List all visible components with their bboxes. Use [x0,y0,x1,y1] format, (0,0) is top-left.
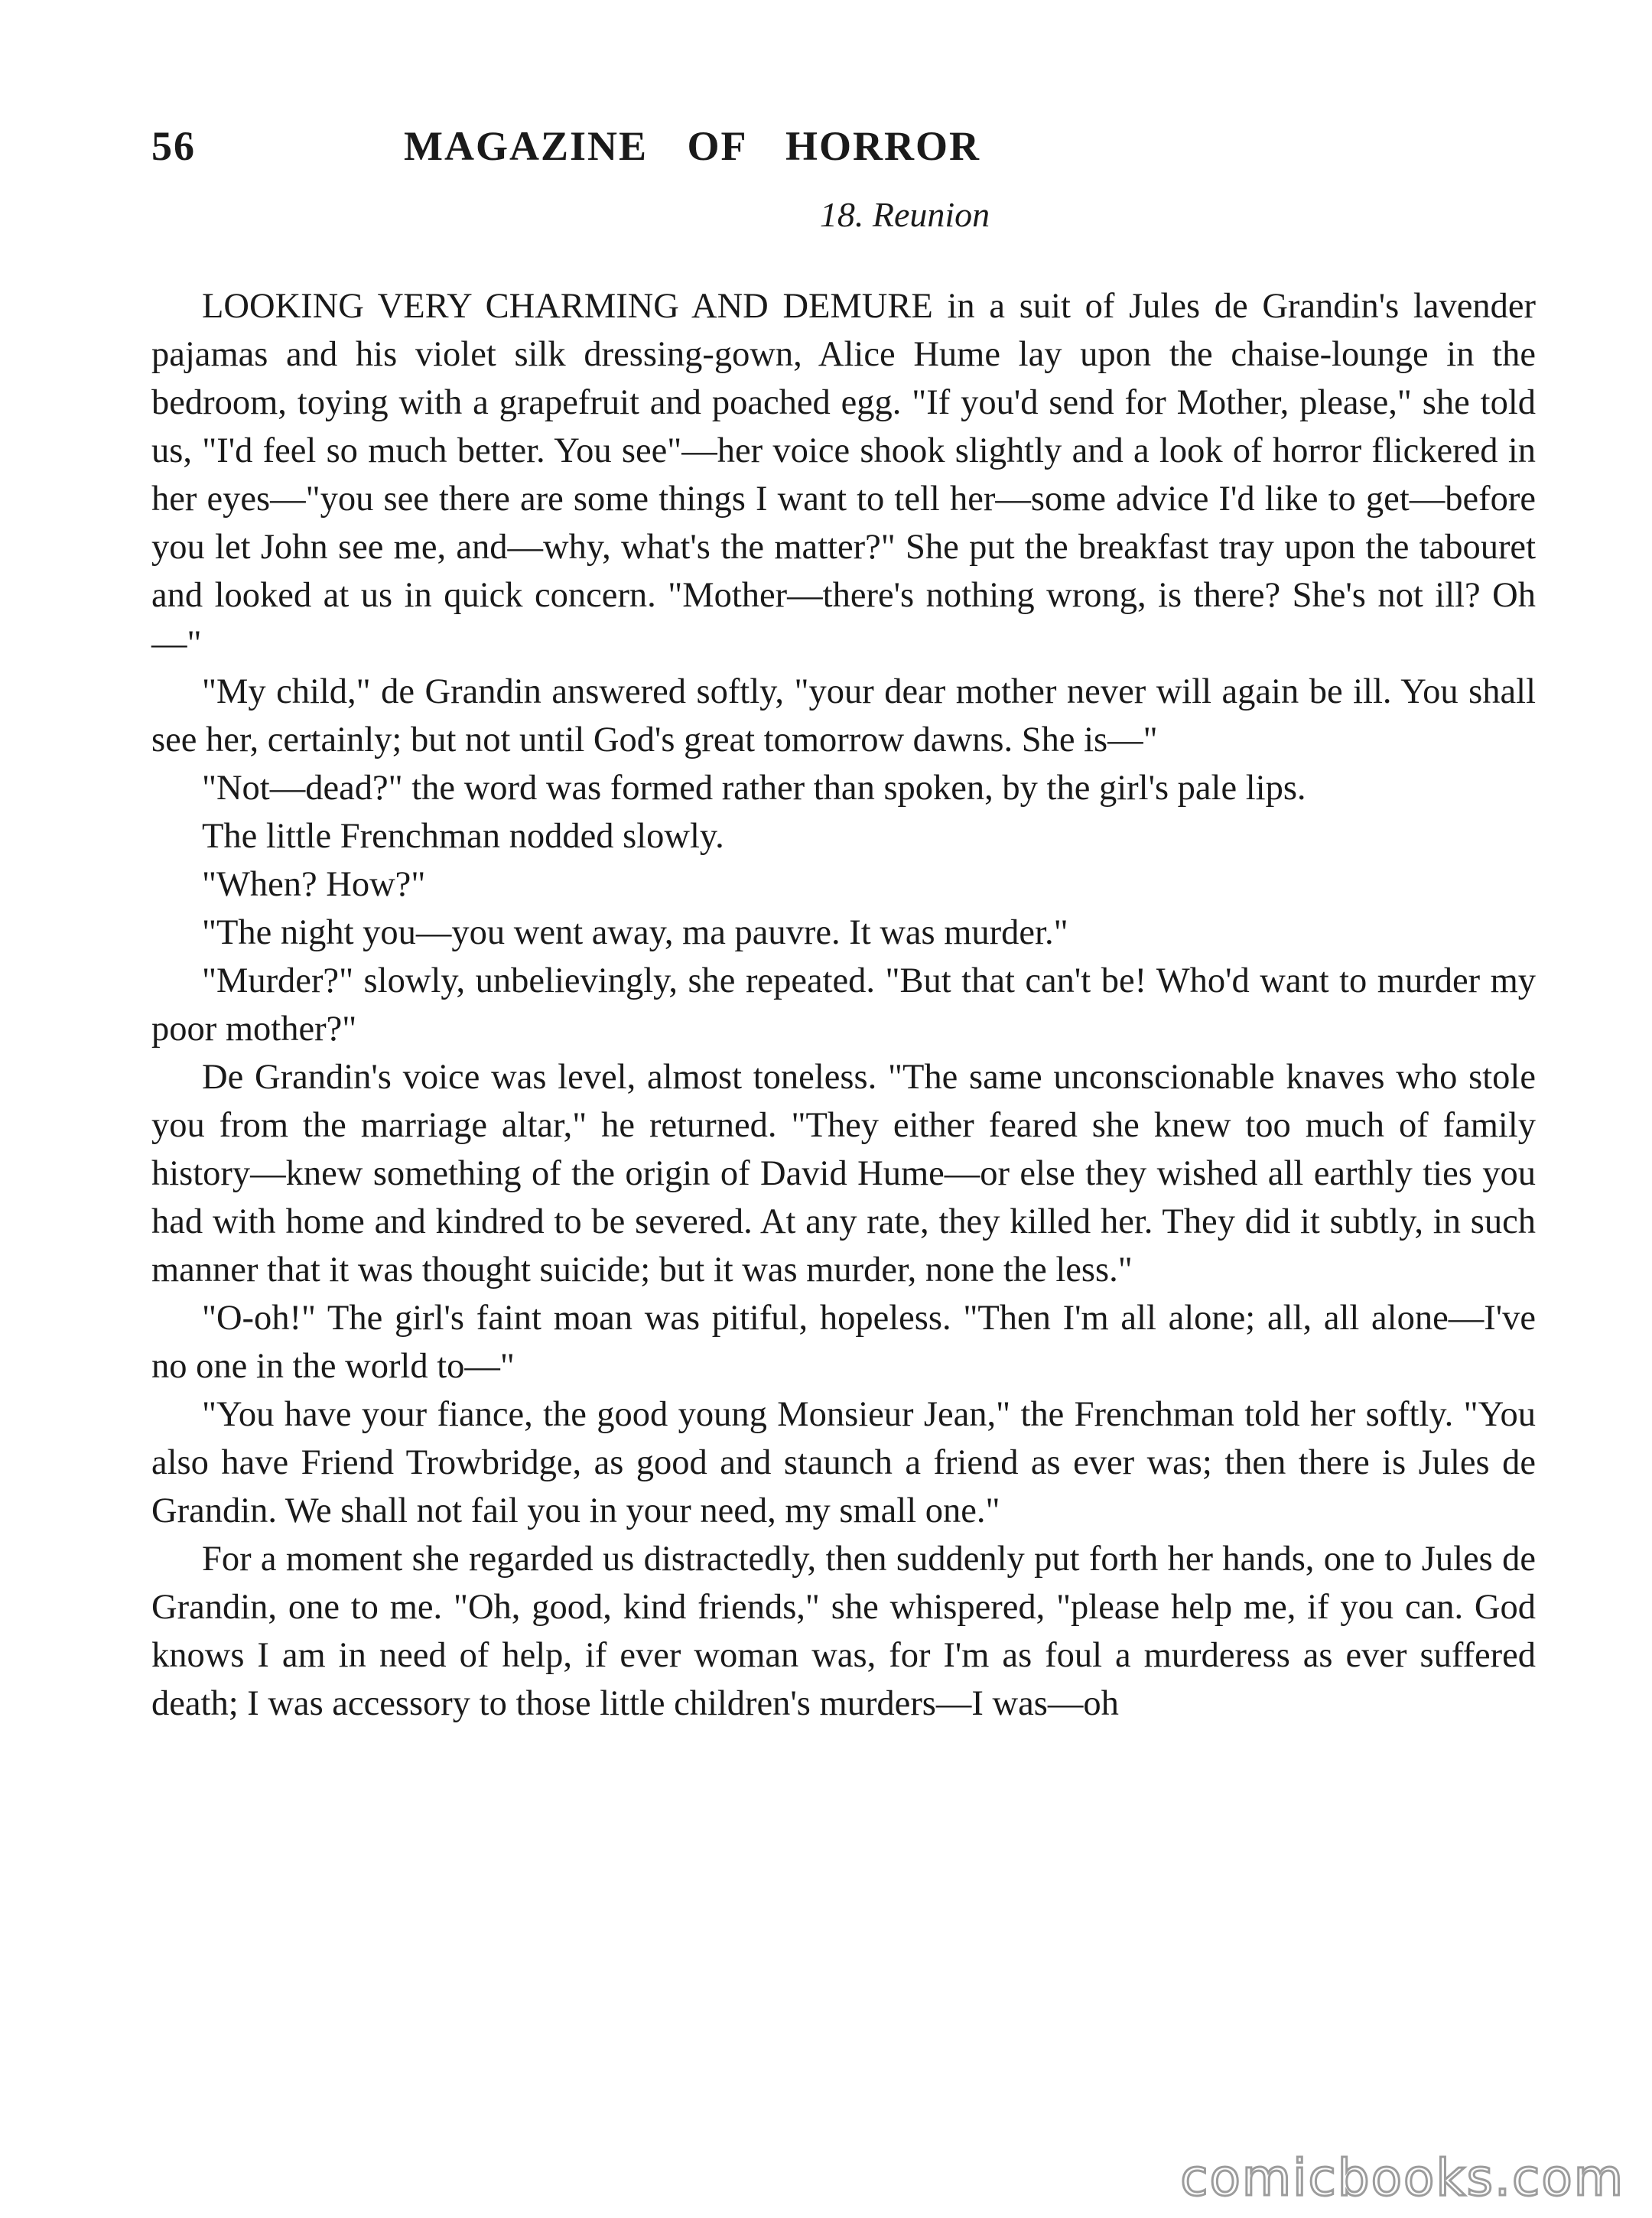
running-head [151,122,1536,184]
paragraph: The little Frenchman nodded slowly. [202,817,724,856]
watermark: comicbooks.com [1180,2148,1624,2207]
paragraph: De Grandin's voice was level, almost toneless. "The same unconscionable knaves who stole you from the marriage altar," he returned. "They either feared she knew too much of family history—knew something of the origin of David Hume—or else they wished all earthly ties you had with home and kindred to be severed. At any rate, they killed her. They did it subtly, in such manner that it was thought suicide; but it was murder, none the less." [151,1058,1536,1289]
paragraph: "You have your fiance, the good young Monsieur Jean," the Frenchman told her softly. "You also have Friend Trowbridge, as good and staunch a friend as ever was; then there is Jules de Grandin. We shall not fail you in your need, my small one." [151,1395,1536,1530]
paragraph: "My child," de Grandin answered softly, "your dear mother never will again be ill. You shall see her, certainly; but not until God's great tomorrow dawns. She is—" [151,672,1536,759]
paragraph: "The night you—you went away, ma pauvre. It was murder." [202,913,1068,952]
paragraph: "When? How?" [202,865,426,904]
paragraph: LOOKING VERY CHARMING AND DEMURE in a suit of Jules de Grandin's lavender pajamas and his violet silk dressing-gown, Alice Hume lay upon the chaise-lounge in the bedroom, toying with a grapefruit and poached egg. "If you'd send for Mother, please," she told us, "I'd feel so much better. You see"—her voice shook slightly and a look of horror flickered in her eyes—"you see there are some things I want to tell her—some advice I'd like to get—before you let John see me, and—why, what's the matter?" She put the breakfast tray upon the tabouret and looked at us in quick concern. "Mother—there's nothing wrong, is there? She's not ill? Oh—" [151,287,1536,663]
paragraph: "Murder?" slowly, unbelievingly, she repeated. "But that can't be! Who'd want to murder my poor mother?" [151,961,1536,1049]
paragraph: "Not—dead?" the word was formed rather than spoken, by the girl's pale lips. [202,769,1306,808]
paragraph: For a moment she regarded us distractedly, then suddenly put forth her hands, one to Jules de Grandin, one to me. "Oh, good, kind friends," she whispered, "please help me, if you can. God knows I am in need of help, if ever woman was, for I'm as foul a murderess as ever suffered death; I was accessory to those little children's murders—I was—oh [151,1540,1536,1723]
chapter-heading: 18. Reunion [819,195,990,234]
story-body [151,282,1536,1728]
paragraph: "O-oh!" The girl's faint moan was pitiful, hopeless. "Then I'm all alone; all, all alone—I've no one in the world to—" [151,1299,1536,1386]
magazine-title: MAGAZINE OF HORROR [404,123,980,169]
page [151,122,1536,1728]
page-number: 56 [151,123,196,169]
